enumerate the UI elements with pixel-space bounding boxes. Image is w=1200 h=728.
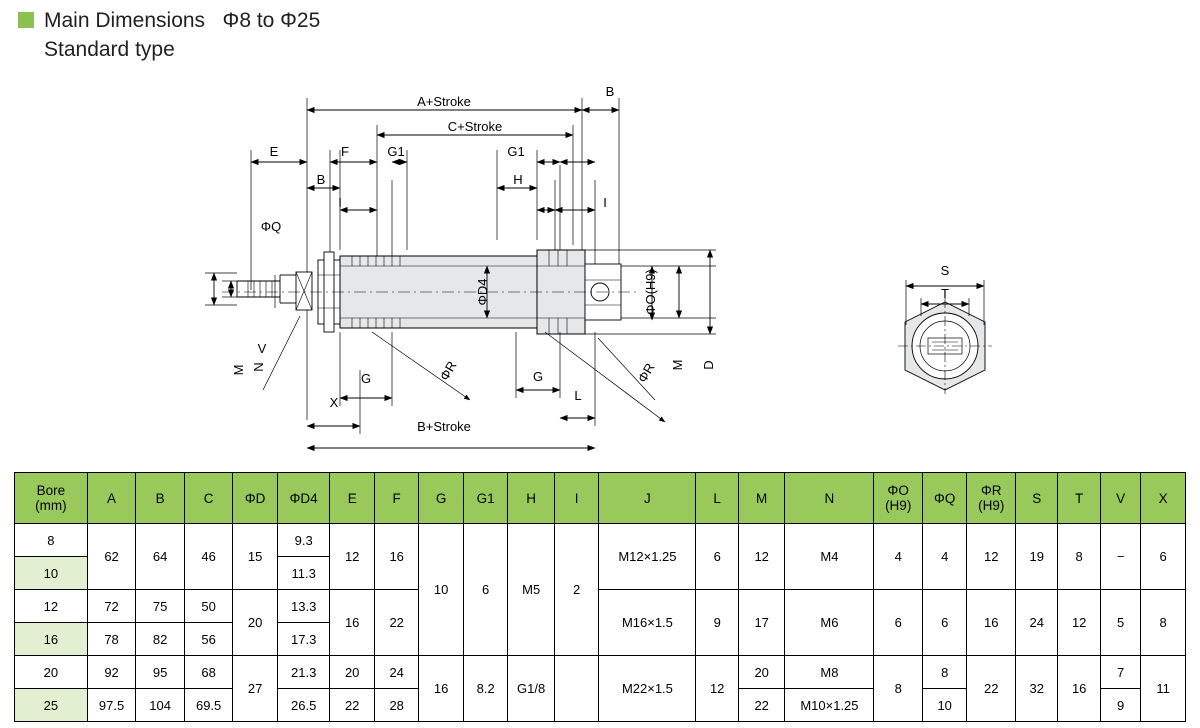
label-h: H bbox=[513, 172, 523, 187]
col-m: M bbox=[738, 473, 785, 524]
cell-l: 12 bbox=[696, 656, 738, 722]
cell-v: 7 bbox=[1100, 656, 1140, 689]
cell-phi-d4: 26.5 bbox=[277, 689, 330, 722]
cell-b: 95 bbox=[136, 656, 185, 689]
label-phi-r-right: ΦR bbox=[634, 360, 658, 386]
col-phi-d: ΦD bbox=[233, 473, 277, 524]
cell-a: 97.5 bbox=[87, 689, 136, 722]
cell-c: 46 bbox=[184, 524, 233, 590]
cell-s: 19 bbox=[1015, 524, 1057, 590]
col-phi-r bbox=[967, 473, 1016, 524]
label-x: X bbox=[329, 395, 339, 410]
cell-n: M10×1.25 bbox=[785, 689, 874, 722]
col-t: T bbox=[1058, 473, 1100, 524]
label-d-right: D bbox=[701, 360, 716, 370]
cell-v: − bbox=[1100, 524, 1140, 590]
cell-bore: 10 bbox=[15, 557, 88, 590]
cell-a: 92 bbox=[87, 656, 136, 689]
col-phi-q: ΦQ bbox=[922, 473, 966, 524]
cell-b: 104 bbox=[136, 689, 185, 722]
cell-phi-o: 6 bbox=[874, 590, 923, 656]
cell-e: 12 bbox=[330, 524, 374, 590]
cell-l: 9 bbox=[696, 590, 738, 656]
table-row bbox=[15, 590, 1186, 623]
col-g1: G1 bbox=[463, 473, 507, 524]
col-bore-main: Bore bbox=[36, 483, 66, 498]
cell-b: 75 bbox=[136, 590, 185, 623]
dimensions-table-wrap bbox=[14, 472, 1186, 722]
cell-phi-r: 12 bbox=[967, 524, 1016, 590]
cell-t: 8 bbox=[1058, 524, 1100, 590]
cell-e: 16 bbox=[330, 590, 374, 656]
col-c: C bbox=[184, 473, 233, 524]
cell-m: 20 bbox=[738, 656, 785, 689]
col-phi-o-main: ΦO bbox=[887, 483, 909, 498]
col-phi-r-main: ΦR bbox=[980, 483, 1002, 498]
cell-h: M5 bbox=[508, 524, 555, 656]
cell-m: 12 bbox=[738, 524, 785, 590]
cell-t: 12 bbox=[1058, 590, 1100, 656]
cell-g: 10 bbox=[419, 524, 463, 656]
label-b-stroke: B+Stroke bbox=[417, 419, 471, 434]
cell-v: 9 bbox=[1100, 689, 1140, 722]
cell-c: 69.5 bbox=[184, 689, 233, 722]
cell-x: 11 bbox=[1141, 656, 1186, 722]
table-row bbox=[15, 524, 1186, 557]
table-row bbox=[15, 656, 1186, 689]
col-phi-r-sub: (H9) bbox=[978, 498, 1005, 513]
cell-v: 5 bbox=[1100, 590, 1140, 656]
cell-s: 24 bbox=[1015, 590, 1057, 656]
col-h: H bbox=[508, 473, 555, 524]
cell-j: M16×1.5 bbox=[599, 590, 696, 656]
cell-x: 8 bbox=[1141, 590, 1186, 656]
cell-i: 2 bbox=[554, 524, 598, 656]
cell-bore: 12 bbox=[15, 590, 88, 623]
col-s: S bbox=[1015, 473, 1057, 524]
cell-n: M4 bbox=[785, 524, 874, 590]
cell-phi-q: 8 bbox=[922, 656, 966, 689]
col-b: B bbox=[136, 473, 185, 524]
col-bore-sub: (mm) bbox=[35, 498, 67, 513]
cell-phi-r: 16 bbox=[967, 590, 1016, 656]
cell-a: 72 bbox=[87, 590, 136, 623]
cell-bore: 20 bbox=[15, 656, 88, 689]
col-j: J bbox=[599, 473, 696, 524]
col-x: X bbox=[1141, 473, 1186, 524]
cell-phi-r: 22 bbox=[967, 656, 1016, 722]
page-title bbox=[18, 6, 320, 64]
cell-phi-d: 20 bbox=[233, 590, 277, 656]
cell-c: 50 bbox=[184, 590, 233, 623]
cell-i bbox=[554, 656, 598, 722]
cell-g1: 6 bbox=[463, 524, 507, 656]
col-e: E bbox=[330, 473, 374, 524]
label-b-top: B bbox=[605, 84, 615, 99]
heading-line-1: Main Dimensions Φ8 to Φ25 bbox=[44, 9, 321, 32]
cell-j: M22×1.5 bbox=[599, 656, 696, 722]
label-phi-o-h9: ΦO(H9) bbox=[643, 269, 658, 315]
cell-c: 68 bbox=[184, 656, 233, 689]
cell-c: 56 bbox=[184, 623, 233, 656]
cell-phi-d4: 17.3 bbox=[277, 623, 330, 656]
cell-bore: 16 bbox=[15, 623, 88, 656]
label-g1-right: G1 bbox=[507, 144, 525, 159]
cell-phi-q: 4 bbox=[922, 524, 966, 590]
cell-e: 22 bbox=[330, 689, 374, 722]
label-g-left: G bbox=[360, 371, 372, 386]
cell-b: 64 bbox=[136, 524, 185, 590]
cell-f: 16 bbox=[374, 524, 418, 590]
cell-s: 32 bbox=[1015, 656, 1057, 722]
label-l: L bbox=[574, 388, 582, 403]
label-n-left: N bbox=[251, 362, 266, 372]
label-m-left: M bbox=[231, 364, 246, 376]
label-g1-left: G1 bbox=[387, 144, 405, 159]
label-phi-q: ΦQ bbox=[260, 219, 282, 234]
cell-n: M6 bbox=[785, 590, 874, 656]
cell-phi-q: 6 bbox=[922, 590, 966, 656]
cell-j: M12×1.25 bbox=[599, 524, 696, 590]
cell-phi-d4: 21.3 bbox=[277, 656, 330, 689]
label-c-stroke: C+Stroke bbox=[447, 119, 503, 134]
technical-drawing bbox=[0, 70, 1200, 460]
heading-line-2: Standard type bbox=[44, 38, 175, 61]
label-phi-d4: ΦD4 bbox=[475, 278, 490, 306]
cell-t: 16 bbox=[1058, 656, 1100, 722]
col-phi-o-sub: (H9) bbox=[885, 498, 912, 513]
cell-m: 22 bbox=[738, 689, 785, 722]
cell-g: 16 bbox=[419, 656, 463, 722]
label-t: T bbox=[941, 286, 949, 301]
col-phi-o bbox=[874, 473, 923, 524]
cell-l: 6 bbox=[696, 524, 738, 590]
col-i: I bbox=[554, 473, 598, 524]
cell-bore: 8 bbox=[15, 524, 88, 557]
cell-e: 20 bbox=[330, 656, 374, 689]
cell-n: M8 bbox=[785, 656, 874, 689]
table-header-row bbox=[15, 473, 1186, 524]
dimensions-table bbox=[14, 472, 1186, 722]
label-b-mid: B bbox=[316, 172, 326, 187]
cell-phi-d4: 13.3 bbox=[277, 590, 330, 623]
cell-h: G1/8 bbox=[508, 656, 555, 722]
label-s: S bbox=[940, 263, 950, 278]
cell-phi-o: 8 bbox=[874, 656, 923, 722]
col-g: G bbox=[419, 473, 463, 524]
label-g-right: G bbox=[532, 369, 544, 384]
cell-f: 22 bbox=[374, 590, 418, 656]
cell-a: 78 bbox=[87, 623, 136, 656]
col-n: N bbox=[785, 473, 874, 524]
cell-phi-o: 4 bbox=[874, 524, 923, 590]
label-a-stroke: A+Stroke bbox=[417, 94, 471, 109]
heading-marker-icon bbox=[18, 12, 34, 28]
cell-phi-d4: 11.3 bbox=[277, 557, 330, 590]
cell-phi-d: 27 bbox=[233, 656, 277, 722]
col-v: V bbox=[1100, 473, 1140, 524]
label-i-left: I bbox=[338, 195, 342, 210]
cell-m: 17 bbox=[738, 590, 785, 656]
label-i-right: I bbox=[603, 195, 607, 210]
label-phi-r-left: ΦR bbox=[436, 358, 460, 384]
cell-a: 62 bbox=[87, 524, 136, 590]
cell-phi-q: 10 bbox=[922, 689, 966, 722]
col-phi-d4: ΦD4 bbox=[277, 473, 330, 524]
cell-phi-d: 15 bbox=[233, 524, 277, 590]
cell-g1: 8.2 bbox=[463, 656, 507, 722]
col-l: L bbox=[696, 473, 738, 524]
label-f: F bbox=[341, 144, 349, 159]
cell-phi-d4: 9.3 bbox=[277, 524, 330, 557]
cell-x: 6 bbox=[1141, 524, 1186, 590]
col-f: F bbox=[374, 473, 418, 524]
col-bore bbox=[15, 473, 88, 524]
col-a: A bbox=[87, 473, 136, 524]
cell-f: 24 bbox=[374, 656, 418, 689]
cell-bore: 25 bbox=[15, 689, 88, 722]
cell-f: 28 bbox=[374, 689, 418, 722]
label-m-right: M bbox=[670, 359, 685, 371]
cell-b: 82 bbox=[136, 623, 185, 656]
label-v: V bbox=[257, 341, 267, 356]
label-e: E bbox=[269, 144, 279, 159]
